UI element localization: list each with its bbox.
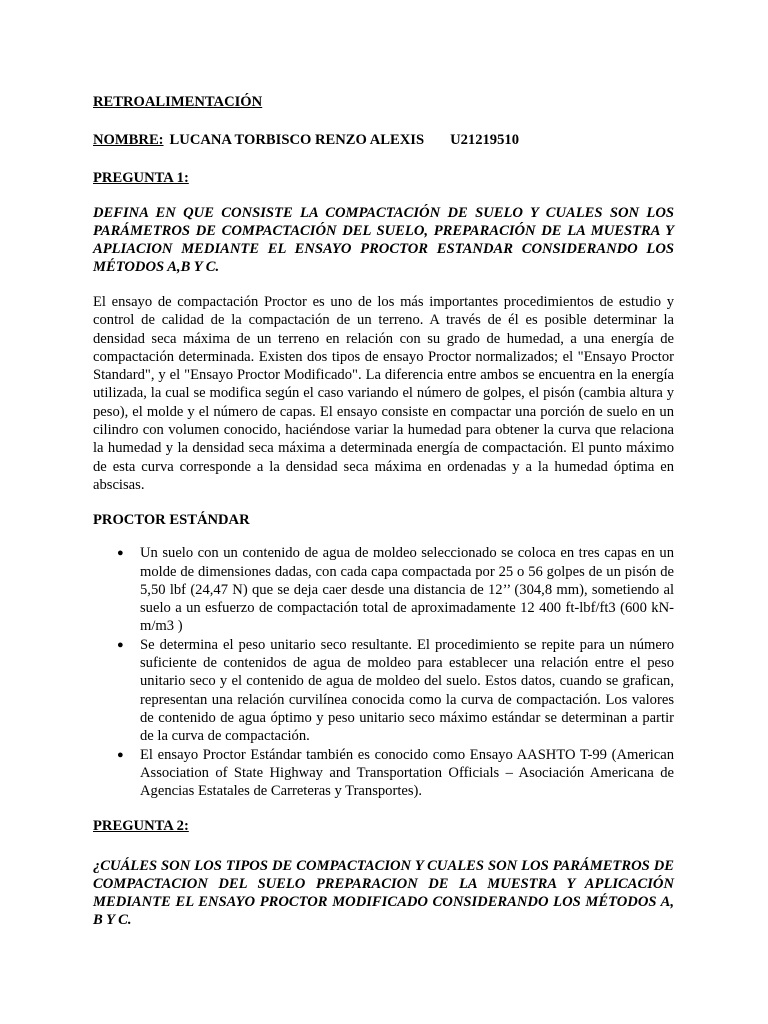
section-title-proctor-estandar: PROCTOR ESTÁNDAR [93, 512, 250, 529]
bullet-icon: ● [117, 638, 124, 651]
list-item-text: Un suelo con un contenido de agua de moldeo seleccionado se coloca en tres capas en un molde de dimensiones dadas, con cada capa compactada por 25 o 56 golpes de un pisón de 5,50 lbf (24,47 N) que se deja caer desde una distancia de 12’’ (304,8 mm), sometiendo al suelo a un esfuerzo de compactación total de aproximadamente 12 400 ft-lbf/ft3 (600 kN-m/m3 ) [140, 545, 674, 635]
bullet-icon: ● [117, 748, 124, 761]
list-item [93, 544, 674, 635]
student-name-line [93, 131, 674, 149]
student-name: LUCANA TORBISCO RENZO ALEXIS [169, 132, 425, 148]
question-1-answer: El ensayo de compactación Proctor es uno de los más importantes procedimientos de estudio y control de calidad de la compactación de un terreno. A través de él es posible determinar la densidad seca máxima de un terreno en relación con su grado de humedad, a una energía de compactación determinada. Existen dos tipos de ensayo Proctor normalizados; el "Ensayo Proctor Standard", y el "Ensayo Proctor Modificado". La diferencia entre ambos se encuentra en la energía utilizada, la cual se modifica según el caso variando el número de golpes, el pisón (cambia altura y peso), el molde y el número de capas. El ensayo consiste en compactar una porción de suelo en un cilindro con volumen conocido, haciéndose variar la humedad para obtener la curva que relaciona la humedad y la densidad seca máxima a determinada energía de compactación. El punto máximo de esta curva corresponde a la densidad seca máxima en ordenadas y a la humedad óptima en abscisas. [93, 294, 674, 493]
list-item [93, 636, 674, 746]
question-2-text: ¿CUÁLES SON LOS TIPOS DE COMPACTACION Y CUALES SON LOS PARÁMETROS DE COMPACTACION DEL SUELO PREPARACION DE LA MUESTRA Y APLICACIÓN MEDIANTE EL ENSAYO PROCTOR MODIFICADO CONSIDERANDO LOS MÉTODOS A, B Y C. [93, 858, 674, 929]
question-2-label: PREGUNTA 2: [93, 818, 189, 835]
document-page [93, 93, 674, 929]
name-label: NOMBRE: [93, 132, 164, 148]
student-code: U21219510 [450, 132, 519, 148]
question-1-label: PREGUNTA 1: [93, 170, 189, 186]
proctor-bullet-list [93, 544, 674, 800]
bullet-icon: ● [117, 547, 124, 560]
list-item [93, 746, 674, 801]
list-item-text: Se determina el peso unitario seco resultante. El procedimiento se repite para un número suficiente de contenidos de agua de moldeo para establecer una relación entre el peso unitario seco y el contenido de agua de moldeo del suelo. Estos datos, cuando se grafican, representan una relación curvilínea conocida como la curva de compactación. Los valores de contenido de agua óptimo y peso unitario seco máximo estándar se determinan a partir de la curva de compactación. [140, 636, 674, 745]
document-heading: RETROALIMENTACIÓN [93, 94, 263, 110]
list-item-text: El ensayo Proctor Estándar también es conocido como Ensayo AASHTO T-99 (American Association of State Highway and Transportation Officials – Asociación Americana de Agencias Estatales de Carreteras y Transportes). [140, 746, 674, 800]
question-1-text: DEFINA EN QUE CONSISTE LA COMPACTACIÓN DE SUELO Y CUALES SON LOS PARÁMETROS DE COMPACTACIÓN DEL SUELO, PREPARACIÓN DE LA MUESTRA Y APLIACION MEDIANTE EL ENSAYO PROCTOR ESTANDAR CONSIDERANDO LOS MÉTODOS A,B Y C. [93, 205, 674, 275]
